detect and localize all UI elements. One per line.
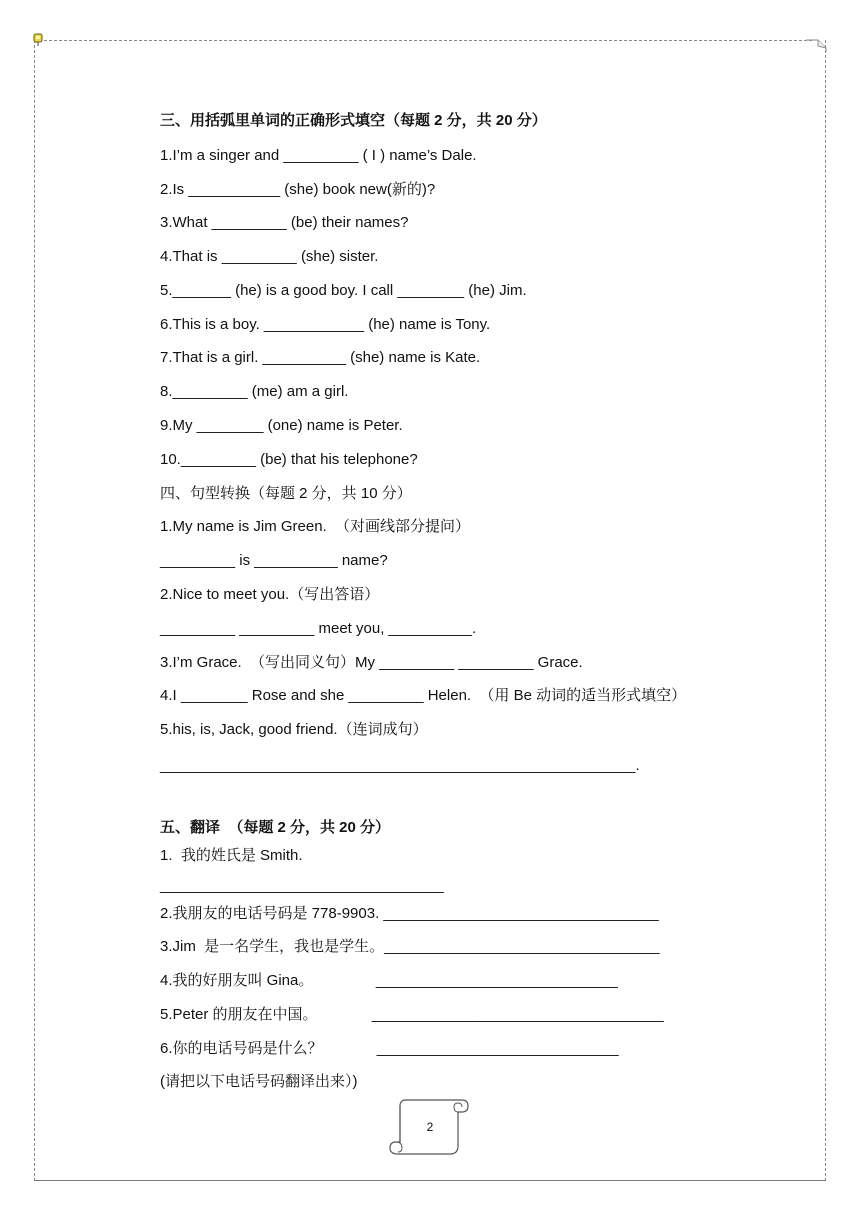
page-number: 2 xyxy=(426,1120,434,1134)
question-line: 5.Peter 的朋友在中国。 ___________________________________ xyxy=(160,1006,664,1023)
question-line: 1.My name is Jim Green. （对画线部分提问） xyxy=(160,518,471,535)
question-line: 2.我朋友的电话号码是 778-9903. _________________________________ xyxy=(160,905,659,922)
section-3-title: 三、用括弧里单词的正确形式填空（每题 2 分，共 20 分） xyxy=(160,112,547,129)
question-line: 4.That is _________ (she) sister. xyxy=(160,248,379,265)
question-line: 5.his, is, Jack, good friend.（连词成句） xyxy=(160,721,428,738)
page-fold-corner xyxy=(806,36,828,52)
question-line: 5._______ (he) is a good boy. I call ________ (he) Jim. xyxy=(160,282,527,299)
section-5-title: 五、翻译 （每题 2 分，共 20 分） xyxy=(160,819,391,836)
question-line: 2.Is ___________ (she) book new(新的)? xyxy=(160,181,436,198)
question-line: 1. 我的姓氏是 Smith. xyxy=(160,847,303,864)
question-line: 10._________ (be) that his telephone? xyxy=(160,451,418,468)
question-line: 2.Nice to meet you.（写出答语） xyxy=(160,586,380,603)
answer-line: _________ is __________ name? xyxy=(160,552,388,569)
question-line: 6.This is a boy. ____________ (he) name is Tony. xyxy=(160,316,491,333)
note-line: (请把以下电话号码翻译出来）) xyxy=(160,1073,358,1090)
answer-line: _________ _________ meet you, __________. xyxy=(160,620,477,637)
pushpin-icon xyxy=(32,33,44,47)
question-line: 3.I’m Grace. （写出同义句）My _________ _________ Grace. xyxy=(160,654,583,671)
question-line: 7.That is a girl. __________ (she) name is Kate. xyxy=(160,349,481,366)
answer-line: __________________________________ xyxy=(160,877,444,894)
question-line: 3.Jim 是一名学生，我也是学生。_________________________________ xyxy=(160,938,660,955)
question-line: 8._________ (me) am a girl. xyxy=(160,383,349,400)
question-line: 4.我的好朋友叫 Gina。 _____________________________ xyxy=(160,972,618,989)
section-4-title: 四、句型转换（每题 2 分，共 10 分） xyxy=(160,485,412,502)
question-line: 6.你的电话号码是什么？ _____________________________ xyxy=(160,1040,619,1057)
question-line: 1.I’m a singer and _________ ( I ) name’s Dale. xyxy=(160,147,477,164)
question-line: 3.What _________ (be) their names? xyxy=(160,214,409,231)
answer-line: _________________________________________________________. xyxy=(160,757,640,774)
question-line: 9.My ________ (one) name is Peter. xyxy=(160,417,403,434)
question-line: 4.I ________ Rose and she _________ Helen. （用 Be 动词的适当形式填空） xyxy=(160,687,687,704)
